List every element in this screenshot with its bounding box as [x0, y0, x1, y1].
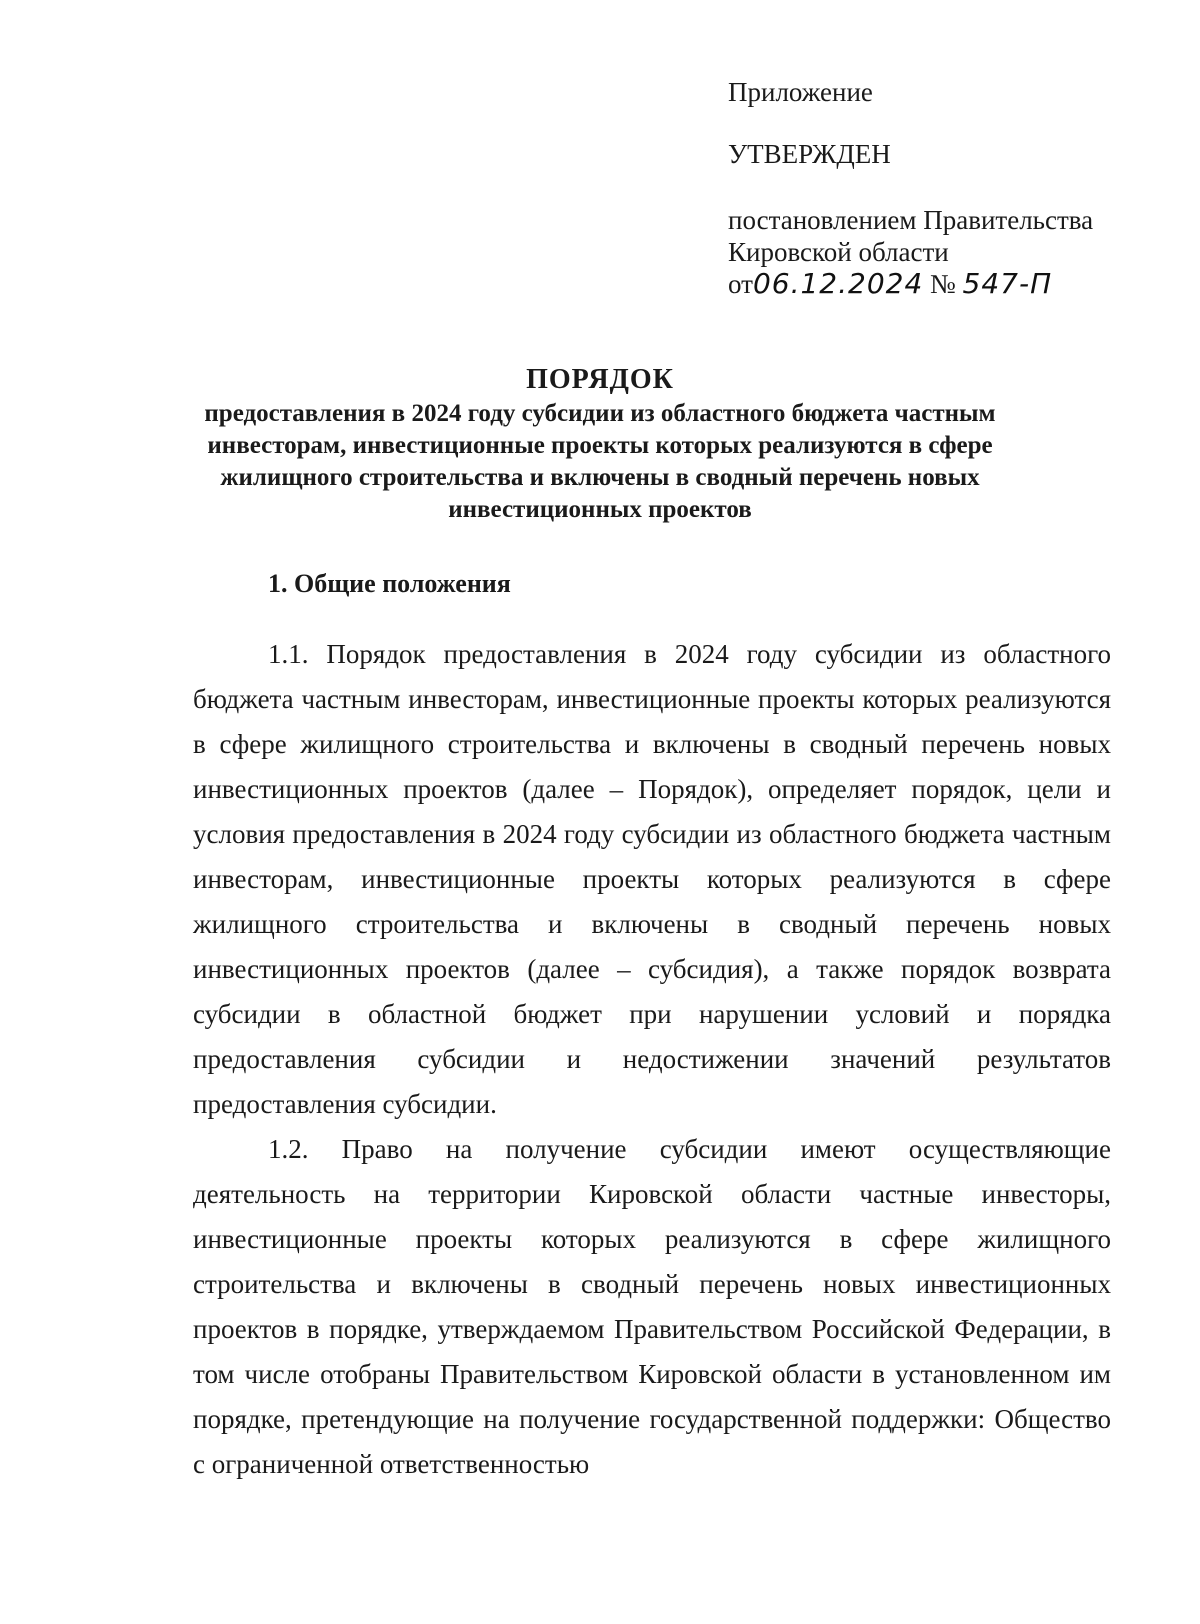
date-prefix: от	[728, 269, 753, 299]
approval-date-line	[728, 268, 1168, 300]
number-sign: №	[930, 269, 956, 299]
section-body	[193, 632, 1111, 1487]
handwritten-number: 547-П	[962, 267, 1053, 300]
title-subtitle: предоставления в 2024 году субсидии из областного бюджета частным инвесторам, инвестиционные проекты которых реализуются в сфере жилищного строительства и включены в сводный перечень новых инвестиционных проектов	[204, 400, 996, 523]
section-heading: 1. Общие положения	[268, 569, 511, 598]
approval-block	[728, 76, 1168, 300]
handwritten-date: 06.12.2024	[752, 267, 924, 300]
approved-label: УТВЕРЖДЕН	[728, 139, 891, 169]
approved-by-line-2: Кировской области	[728, 237, 949, 267]
approved-by-line-1: постановлением Правительства	[728, 205, 1094, 235]
document-title	[150, 364, 1050, 526]
paragraph-1-2: 1.2. Право на получение субсидии имеют осуществляющие деятельность на территории Кировской области частные инвесторы, инвестиционные проекты которых реализуются в сфере жилищного строительства и включены в сводный перечень новых инвестиционных проектов в порядке, утверждаемом Правительством Российской Федерации, в том числе отобраны Правительством Кировской области в установленном им порядке, претендующие на получение государственной поддержки: Общество с ограниченной ответственностью	[193, 1134, 1111, 1479]
title-heading: ПОРЯДОК	[526, 364, 674, 395]
paragraph-1-1: 1.1. Порядок предоставления в 2024 году субсидии из областного бюджета частным инвесторам, инвестиционные проекты которых реализуются в сфере жилищного строительства и включены в сводный перечень новых инвестиционных проектов (далее – Порядок), определяет порядок, цели и условия предоставления в 2024 году субсидии из областного бюджета частным инвесторам, инвестиционные проекты которых реализуются в сфере жилищного строительства и включены в сводный перечень новых инвестиционных проектов (далее – субсидия), а также порядок возврата субсидии в областной бюджет при нарушении условий и порядка предоставления субсидии и недостижении значений результатов предоставления субсидии.	[193, 639, 1111, 1119]
appendix-label: Приложение	[728, 77, 873, 107]
